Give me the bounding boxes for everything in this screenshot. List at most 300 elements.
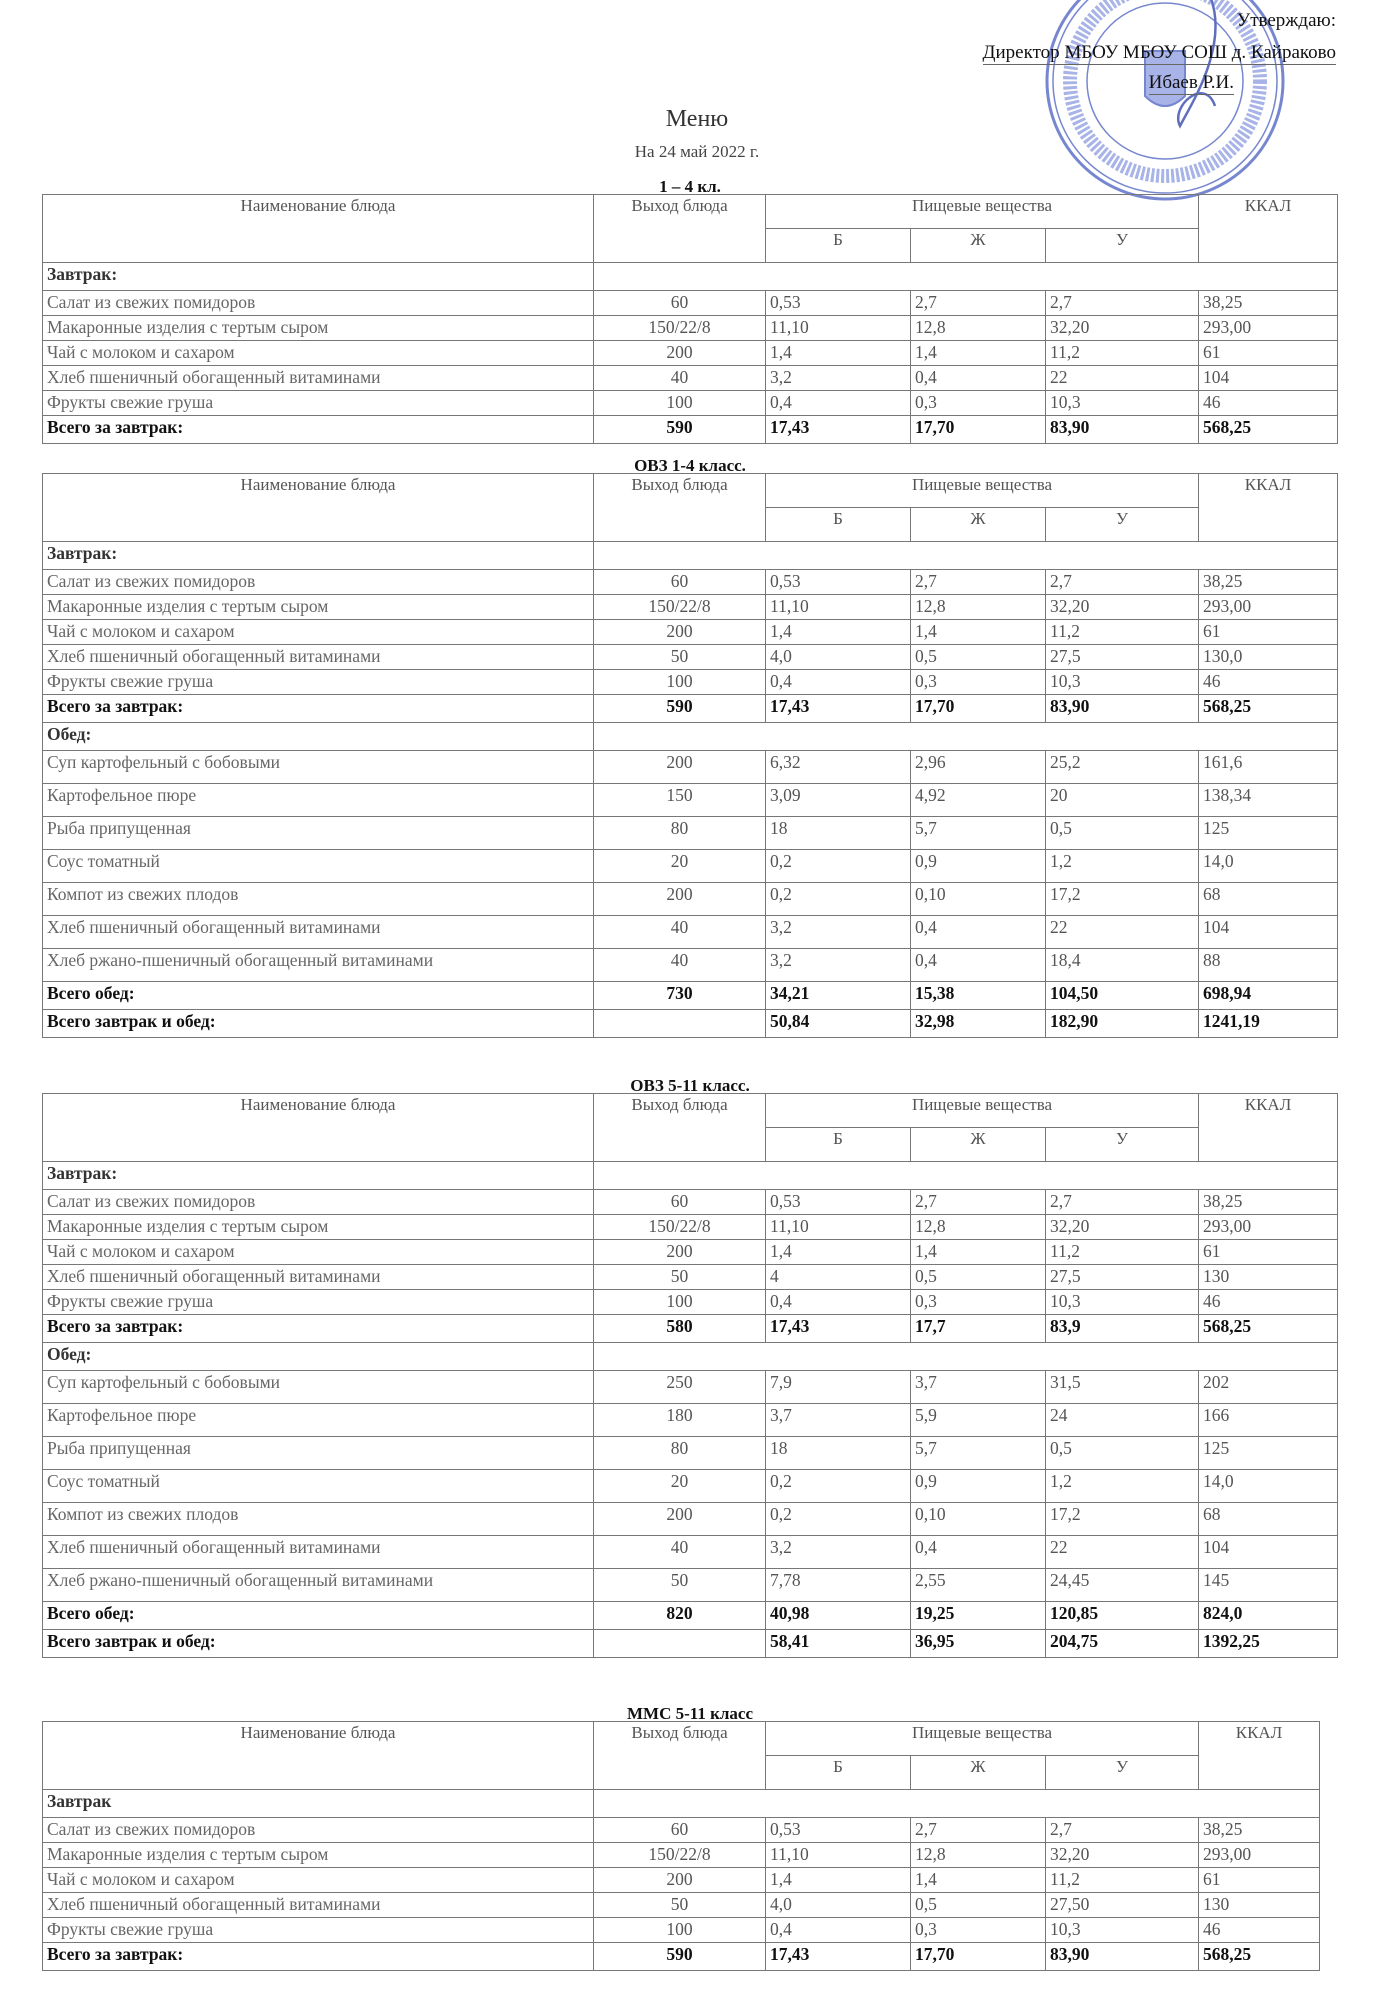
fat-value: 0,3: [911, 670, 1046, 695]
dish-name: Соус томатный: [43, 1470, 594, 1503]
col-header-name: Наименование блюда: [43, 195, 594, 263]
dish-yield: 100: [594, 391, 766, 416]
fat-value: 2,55: [911, 1569, 1046, 1602]
dish-yield: 200: [594, 341, 766, 366]
fat-value: 0,5: [911, 645, 1046, 670]
kcal-value: 1392,25: [1199, 1630, 1338, 1658]
dish-name: Чай с молоком и сахаром: [43, 1240, 594, 1265]
dish-row: [43, 620, 1338, 645]
dish-row: [43, 1265, 1338, 1290]
dish-yield: 200: [594, 620, 766, 645]
meal-group-row: [43, 1162, 1338, 1190]
carbs-value: 83,9: [1046, 1315, 1199, 1343]
kcal-value: 568,25: [1199, 1315, 1338, 1343]
kcal-value: 61: [1199, 341, 1338, 366]
carbs-value: 31,5: [1046, 1371, 1199, 1404]
kcal-value: 130,0: [1199, 645, 1338, 670]
dish-name: Чай с молоком и сахаром: [43, 620, 594, 645]
menu-table: [42, 1093, 1338, 1658]
fat-value: 12,8: [911, 595, 1046, 620]
carbs-value: 204,75: [1046, 1630, 1199, 1658]
dish-name: Картофельное пюре: [43, 1404, 594, 1437]
carbs-value: 83,90: [1046, 416, 1199, 444]
carbs-value: 17,2: [1046, 883, 1199, 916]
col-header-fat: Ж: [911, 229, 1046, 263]
dish-row: [43, 817, 1338, 850]
fat-value: 1,4: [911, 1240, 1046, 1265]
section-title: ОВЗ 5-11 класс.: [630, 1076, 750, 1095]
dish-yield: 590: [594, 1943, 766, 1971]
fat-value: 12,8: [911, 316, 1046, 341]
dish-row: [43, 1893, 1320, 1918]
fat-value: 12,8: [911, 1215, 1046, 1240]
dish-yield: 80: [594, 1437, 766, 1470]
carbs-value: 10,3: [1046, 670, 1199, 695]
kcal-value: 568,25: [1199, 1943, 1320, 1971]
dish-name: Картофельное пюре: [43, 784, 594, 817]
dish-yield: 200: [594, 1868, 766, 1893]
dish-name: Всего за завтрак:: [43, 695, 594, 723]
col-header-fat: Ж: [911, 1756, 1046, 1790]
dish-yield: 50: [594, 1893, 766, 1918]
col-header-kcal: ККАЛ: [1199, 474, 1338, 542]
protein-value: 17,43: [766, 1315, 911, 1343]
dish-row: [43, 291, 1338, 316]
dish-name: Рыба припущенная: [43, 817, 594, 850]
protein-value: 0,4: [766, 670, 911, 695]
fat-value: 2,7: [911, 1190, 1046, 1215]
kcal-value: 824,0: [1199, 1602, 1338, 1630]
dish-name: Макаронные изделия с тертым сыром: [43, 595, 594, 620]
director-name: Ибаев Р.И.: [1148, 72, 1234, 93]
protein-value: 17,43: [766, 416, 911, 444]
protein-value: 0,53: [766, 1190, 911, 1215]
empty-cell: [594, 1162, 1338, 1190]
dish-yield: 590: [594, 695, 766, 723]
dish-yield: 50: [594, 1569, 766, 1602]
dish-row: [43, 316, 1338, 341]
fat-value: 17,70: [911, 1943, 1046, 1971]
menu-table: [42, 473, 1338, 1038]
dish-yield: 60: [594, 1818, 766, 1843]
fat-value: 2,96: [911, 751, 1046, 784]
dish-row: [43, 570, 1338, 595]
col-header-name: Наименование блюда: [43, 1722, 594, 1790]
protein-value: 11,10: [766, 595, 911, 620]
kcal-value: 1241,19: [1199, 1010, 1338, 1038]
carbs-value: 22: [1046, 1536, 1199, 1569]
kcal-value: 38,25: [1199, 1190, 1338, 1215]
document-title: Меню: [665, 106, 729, 132]
meal-group-row: [43, 1343, 1338, 1371]
dish-yield: 150/22/8: [594, 316, 766, 341]
dish-row: [43, 1404, 1338, 1437]
dish-name: Компот из свежих плодов: [43, 1503, 594, 1536]
meal-group-row: [43, 263, 1338, 291]
kcal-value: 293,00: [1199, 1843, 1320, 1868]
kcal-value: 130: [1199, 1893, 1320, 1918]
dish-name: Салат из свежих помидоров: [43, 291, 594, 316]
col-header-protein: Б: [766, 1128, 911, 1162]
fat-value: 0,4: [911, 1536, 1046, 1569]
fat-value: 1,4: [911, 341, 1046, 366]
kcal-value: 46: [1199, 1918, 1320, 1943]
fat-value: 0,3: [911, 1290, 1046, 1315]
protein-value: 7,78: [766, 1569, 911, 1602]
kcal-value: 88: [1199, 949, 1338, 982]
carbs-value: 32,20: [1046, 1215, 1199, 1240]
dish-name: Хлеб пшеничный обогащенный витаминами: [43, 916, 594, 949]
protein-value: 0,53: [766, 570, 911, 595]
protein-value: 0,4: [766, 1918, 911, 1943]
dish-yield: 80: [594, 817, 766, 850]
dish-name: Чай с молоком и сахаром: [43, 1868, 594, 1893]
dish-name: Хлеб пшеничный обогащенный витаминами: [43, 366, 594, 391]
carbs-value: 11,2: [1046, 341, 1199, 366]
kcal-value: 46: [1199, 1290, 1338, 1315]
table-header-row: [43, 1722, 1320, 1756]
dish-yield: 200: [594, 751, 766, 784]
fat-value: 1,4: [911, 620, 1046, 645]
dish-yield: 250: [594, 1371, 766, 1404]
dish-row: [43, 1240, 1338, 1265]
dish-name: Хлеб ржано-пшеничный обогащенный витаминами: [43, 1569, 594, 1602]
kcal-value: 130: [1199, 1265, 1338, 1290]
dish-row: [43, 1503, 1338, 1536]
empty-cell: [594, 723, 1338, 751]
carbs-value: 27,5: [1046, 645, 1199, 670]
dish-name: Хлеб пшеничный обогащенный витаминами: [43, 1536, 594, 1569]
carbs-value: 182,90: [1046, 1010, 1199, 1038]
carbs-value: 120,85: [1046, 1602, 1199, 1630]
meal-group-label: Завтрак:: [43, 263, 594, 291]
dish-row: [43, 1843, 1320, 1868]
fat-value: 5,9: [911, 1404, 1046, 1437]
kcal-value: 166: [1199, 1404, 1338, 1437]
dish-yield: 100: [594, 1290, 766, 1315]
carbs-value: 27,5: [1046, 1265, 1199, 1290]
director-line: Директор МБОУ МБОУ СОШ д. Кайраково: [982, 42, 1336, 63]
protein-value: 3,2: [766, 949, 911, 982]
protein-value: 0,4: [766, 391, 911, 416]
fat-value: 4,92: [911, 784, 1046, 817]
kcal-value: 568,25: [1199, 695, 1338, 723]
protein-value: 18: [766, 1437, 911, 1470]
total-row: [43, 1602, 1338, 1630]
dish-row: [43, 1868, 1320, 1893]
col-header-carbs: У: [1046, 1756, 1199, 1790]
fat-value: 0,4: [911, 916, 1046, 949]
col-header-nutrients: Пищевые вещества: [766, 195, 1199, 229]
menu-section: [42, 177, 1338, 444]
total-row: [43, 1943, 1320, 1971]
kcal-value: 202: [1199, 1371, 1338, 1404]
dish-name: Соус томатный: [43, 850, 594, 883]
dish-yield: 50: [594, 645, 766, 670]
dish-name: Макаронные изделия с тертым сыром: [43, 1843, 594, 1868]
carbs-value: 2,7: [1046, 1190, 1199, 1215]
dish-name: Суп картофельный с бобовыми: [43, 1371, 594, 1404]
col-header-yield: Выход блюда: [594, 1094, 766, 1162]
protein-value: 11,10: [766, 1215, 911, 1240]
dish-yield: 180: [594, 1404, 766, 1437]
fat-value: 5,7: [911, 817, 1046, 850]
fat-value: 0,9: [911, 850, 1046, 883]
dish-name: Фрукты свежие груша: [43, 1918, 594, 1943]
dish-row: [43, 883, 1338, 916]
dish-row: [43, 1215, 1338, 1240]
col-header-yield: Выход блюда: [594, 195, 766, 263]
dish-yield: 590: [594, 416, 766, 444]
dish-yield: [594, 1010, 766, 1038]
fat-value: 5,7: [911, 1437, 1046, 1470]
protein-value: 4,0: [766, 645, 911, 670]
kcal-value: 104: [1199, 1536, 1338, 1569]
carbs-value: 17,2: [1046, 1503, 1199, 1536]
carbs-value: 2,7: [1046, 570, 1199, 595]
dish-row: [43, 916, 1338, 949]
dish-name: Салат из свежих помидоров: [43, 1190, 594, 1215]
col-header-name: Наименование блюда: [43, 1094, 594, 1162]
col-header-name: Наименование блюда: [43, 474, 594, 542]
protein-value: 11,10: [766, 316, 911, 341]
kcal-value: 104: [1199, 916, 1338, 949]
dish-yield: 40: [594, 1536, 766, 1569]
col-header-kcal: ККАЛ: [1199, 195, 1338, 263]
col-header-fat: Ж: [911, 508, 1046, 542]
protein-value: 3,2: [766, 916, 911, 949]
dish-yield: [594, 1630, 766, 1658]
dish-row: [43, 1818, 1320, 1843]
meal-group-label: Обед:: [43, 723, 594, 751]
dish-name: Хлеб ржано-пшеничный обогащенный витаминами: [43, 949, 594, 982]
dish-row: [43, 1536, 1338, 1569]
fat-value: 17,70: [911, 416, 1046, 444]
kcal-value: 145: [1199, 1569, 1338, 1602]
dish-name: Хлеб пшеничный обогащенный витаминами: [43, 645, 594, 670]
dish-name: Всего за завтрак:: [43, 1315, 594, 1343]
kcal-value: 46: [1199, 670, 1338, 695]
dish-row: [43, 341, 1338, 366]
dish-row: [43, 1371, 1338, 1404]
carbs-value: 10,3: [1046, 1918, 1199, 1943]
dish-yield: 150/22/8: [594, 1843, 766, 1868]
protein-value: 0,53: [766, 1818, 911, 1843]
dish-name: Фрукты свежие груша: [43, 670, 594, 695]
total-row: [43, 416, 1338, 444]
dish-row: [43, 1470, 1338, 1503]
dish-name: Салат из свежих помидоров: [43, 1818, 594, 1843]
menu-date: На 24 май 2022 г.: [634, 142, 760, 161]
kcal-value: 125: [1199, 817, 1338, 850]
col-header-fat: Ж: [911, 1128, 1046, 1162]
fat-value: 0,5: [911, 1893, 1046, 1918]
carbs-value: 11,2: [1046, 620, 1199, 645]
section-title: 1 – 4 кл.: [659, 177, 721, 196]
dish-yield: 200: [594, 1240, 766, 1265]
kcal-value: 568,25: [1199, 416, 1338, 444]
kcal-value: 46: [1199, 391, 1338, 416]
fat-value: 2,7: [911, 1818, 1046, 1843]
kcal-value: 38,25: [1199, 1818, 1320, 1843]
kcal-value: 14,0: [1199, 850, 1338, 883]
protein-value: 1,4: [766, 620, 911, 645]
col-header-nutrients: Пищевые вещества: [766, 474, 1199, 508]
fat-value: 0,4: [911, 949, 1046, 982]
carbs-value: 2,7: [1046, 291, 1199, 316]
dish-yield: 60: [594, 291, 766, 316]
dish-yield: 60: [594, 570, 766, 595]
dish-yield: 150/22/8: [594, 1215, 766, 1240]
kcal-value: 293,00: [1199, 316, 1338, 341]
kcal-value: 61: [1199, 620, 1338, 645]
kcal-value: 38,25: [1199, 570, 1338, 595]
col-header-protein: Б: [766, 229, 911, 263]
total-row: [43, 1315, 1338, 1343]
meal-group-label: Завтрак:: [43, 1162, 594, 1190]
col-header-protein: Б: [766, 1756, 911, 1790]
carbs-value: 24,45: [1046, 1569, 1199, 1602]
meal-group-row: [43, 1790, 1320, 1818]
kcal-value: 125: [1199, 1437, 1338, 1470]
approval-label: Утверждаю:: [1236, 10, 1336, 31]
fat-value: 2,7: [911, 570, 1046, 595]
total-row: [43, 695, 1338, 723]
protein-value: 3,09: [766, 784, 911, 817]
dish-name: Фрукты свежие груша: [43, 1290, 594, 1315]
meal-group-label: Обед:: [43, 1343, 594, 1371]
carbs-value: 104,50: [1046, 982, 1199, 1010]
dish-yield: 20: [594, 1470, 766, 1503]
protein-value: 0,2: [766, 883, 911, 916]
menu-table: [42, 1721, 1320, 1971]
carbs-value: 0,5: [1046, 1437, 1199, 1470]
fat-value: 19,25: [911, 1602, 1046, 1630]
carbs-value: 22: [1046, 366, 1199, 391]
protein-value: 11,10: [766, 1843, 911, 1868]
protein-value: 50,84: [766, 1010, 911, 1038]
empty-cell: [594, 1343, 1338, 1371]
col-header-kcal: ККАЛ: [1199, 1094, 1338, 1162]
fat-value: 3,7: [911, 1371, 1046, 1404]
dish-name: Всего завтрак и обед:: [43, 1010, 594, 1038]
protein-value: 0,2: [766, 1503, 911, 1536]
fat-value: 1,4: [911, 1868, 1046, 1893]
protein-value: 4: [766, 1265, 911, 1290]
carbs-value: 2,7: [1046, 1818, 1199, 1843]
carbs-value: 27,50: [1046, 1893, 1199, 1918]
carbs-value: 83,90: [1046, 1943, 1199, 1971]
col-header-yield: Выход блюда: [594, 474, 766, 542]
protein-value: 34,21: [766, 982, 911, 1010]
dish-name: Всего обед:: [43, 982, 594, 1010]
protein-value: 17,43: [766, 1943, 911, 1971]
dish-row: [43, 850, 1338, 883]
kcal-value: 38,25: [1199, 291, 1338, 316]
kcal-value: 104: [1199, 366, 1338, 391]
dish-row: [43, 595, 1338, 620]
dish-row: [43, 670, 1338, 695]
dish-row: [43, 1569, 1338, 1602]
total-row: [43, 1010, 1338, 1038]
dish-name: Чай с молоком и сахаром: [43, 341, 594, 366]
dish-name: Салат из свежих помидоров: [43, 570, 594, 595]
fat-value: 32,98: [911, 1010, 1046, 1038]
fat-value: 0,3: [911, 391, 1046, 416]
table-header-row: [43, 1094, 1338, 1128]
carbs-value: 20: [1046, 784, 1199, 817]
fat-value: 0,3: [911, 1918, 1046, 1943]
protein-value: 3,7: [766, 1404, 911, 1437]
dish-name: Всего обед:: [43, 1602, 594, 1630]
dish-row: [43, 1918, 1320, 1943]
fat-value: 0,10: [911, 1503, 1046, 1536]
fat-value: 0,5: [911, 1265, 1046, 1290]
table-header-row: [43, 195, 1338, 229]
meal-group-label: Завтрак: [43, 1790, 594, 1818]
protein-value: 0,2: [766, 1470, 911, 1503]
dish-name: Всего за завтрак:: [43, 416, 594, 444]
protein-value: 0,53: [766, 291, 911, 316]
menu-section: [42, 1076, 1338, 1658]
empty-cell: [594, 263, 1338, 291]
dish-row: [43, 1190, 1338, 1215]
col-header-carbs: У: [1046, 1128, 1199, 1162]
kcal-value: 293,00: [1199, 1215, 1338, 1240]
fat-value: 0,4: [911, 366, 1046, 391]
meal-group-row: [43, 542, 1338, 570]
protein-value: 17,43: [766, 695, 911, 723]
carbs-value: 10,3: [1046, 391, 1199, 416]
fat-value: 15,38: [911, 982, 1046, 1010]
protein-value: 3,2: [766, 1536, 911, 1569]
carbs-value: 22: [1046, 916, 1199, 949]
menu-section: [42, 456, 1338, 1038]
dish-row: [43, 366, 1338, 391]
dish-name: Макаронные изделия с тертым сыром: [43, 316, 594, 341]
protein-value: 1,4: [766, 1868, 911, 1893]
dish-name: Суп картофельный с бобовыми: [43, 751, 594, 784]
carbs-value: 25,2: [1046, 751, 1199, 784]
dish-yield: 150/22/8: [594, 595, 766, 620]
protein-value: 0,4: [766, 1290, 911, 1315]
dish-name: Компот из свежих плодов: [43, 883, 594, 916]
dish-yield: 150: [594, 784, 766, 817]
menu-table: [42, 194, 1338, 444]
protein-value: 1,4: [766, 341, 911, 366]
kcal-value: 61: [1199, 1868, 1320, 1893]
kcal-value: 138,34: [1199, 784, 1338, 817]
carbs-value: 32,20: [1046, 1843, 1199, 1868]
kcal-value: 68: [1199, 1503, 1338, 1536]
kcal-value: 68: [1199, 883, 1338, 916]
total-row: [43, 1630, 1338, 1658]
fat-value: 12,8: [911, 1843, 1046, 1868]
dish-yield: 40: [594, 949, 766, 982]
section-title: ОВЗ 1-4 класс.: [634, 456, 746, 475]
fat-value: 0,9: [911, 1470, 1046, 1503]
col-header-nutrients: Пищевые вещества: [766, 1722, 1199, 1756]
dish-row: [43, 1290, 1338, 1315]
col-header-protein: Б: [766, 508, 911, 542]
protein-value: 7,9: [766, 1371, 911, 1404]
dish-row: [43, 645, 1338, 670]
dish-yield: 820: [594, 1602, 766, 1630]
dish-yield: 60: [594, 1190, 766, 1215]
dish-name: Фрукты свежие груша: [43, 391, 594, 416]
dish-row: [43, 1437, 1338, 1470]
dish-yield: 100: [594, 1918, 766, 1943]
